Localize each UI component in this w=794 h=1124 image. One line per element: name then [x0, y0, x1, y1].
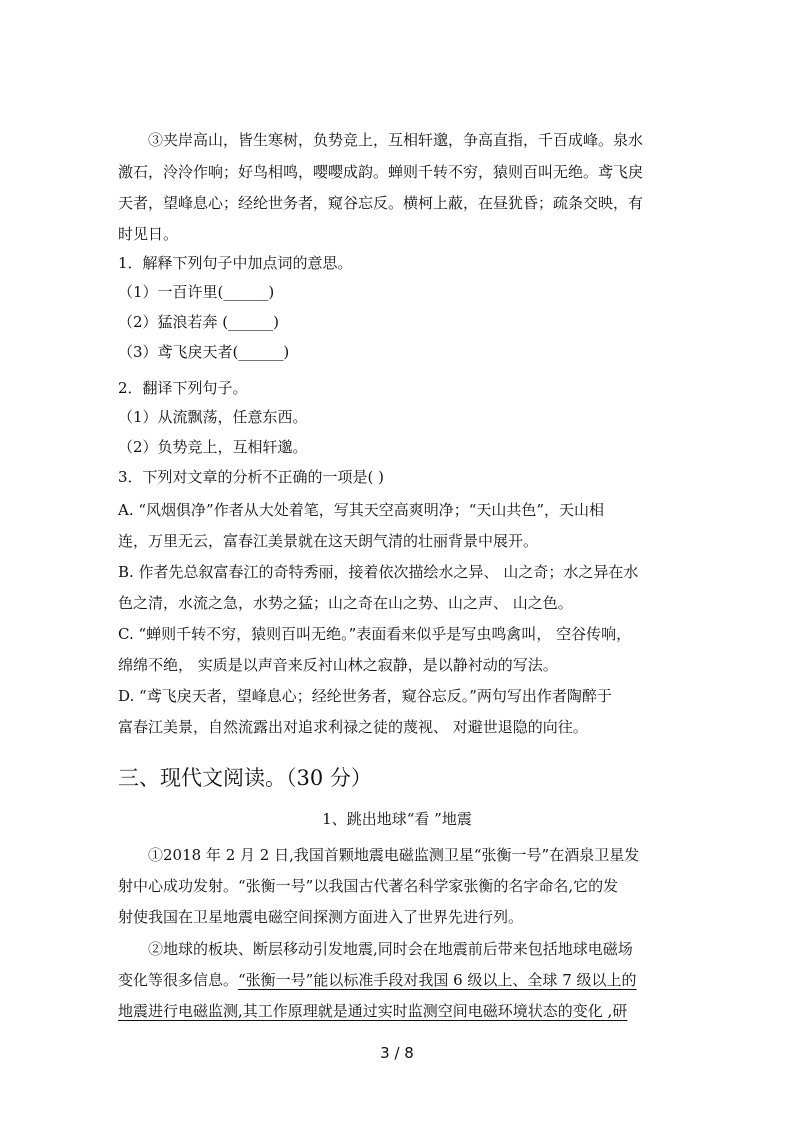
- q1-item-1: （1）一百许里(______): [118, 283, 275, 301]
- q2-item-1: （1）从流飘荡，任意东西。: [118, 408, 308, 426]
- article-para1-line-3: 射使我国在卫星地震电磁空间探测方面进入了世界先进行列。: [118, 908, 524, 926]
- q1-item-2: （2）猛浪若奔 (______): [118, 313, 280, 331]
- para3-line-4: 时见日。: [118, 225, 179, 243]
- article-para2-line-2-plain: 变化等很多信息。: [118, 971, 239, 989]
- q3-option-c-line-2: 绵绵不绝， 实质是以声音来反衬山林之寂静，是以静衬动的写法。: [118, 656, 558, 674]
- para3-line-2: 激石，泠泠作响；好鸟相鸣，嘤嘤成韵。蝉则千转不穷，猿则百叫无绝。鸢飞戾: [118, 163, 644, 181]
- q2-title: 2．翻译下列句子。: [118, 379, 248, 397]
- q3-option-d-line-1: D. “鸢飞戾天者，望峰息心；经纶世务者，窥谷忘反。”两句写出作者陶醉于: [118, 687, 612, 705]
- q2-item-2: （2）负势竞上，互相轩邈。: [118, 438, 308, 456]
- article-para2-line-3-underlined: 地震进行电磁监测,其工作原理就是通过实时监测空间电磁环境状态的变化 ,研: [118, 1002, 628, 1020]
- article-para1-line-1: ①2018 年 2 月 2 日,我国首颗地震电磁监测卫星“张衡一号”在酒泉卫星发: [148, 846, 640, 864]
- article-title: 1、跳出地球“看 ”地震: [322, 810, 472, 828]
- para3-line-3: 天者，望峰息心；经纶世务者，窥谷忘反。横柯上蔽，在昼犹昏；疏条交映，有: [118, 194, 644, 212]
- q3-option-b-line-1: B. 作者先总叙富春江的奇特秀丽，接着依次描绘水之异、 山之奇；水之异在水: [118, 563, 639, 581]
- page-number: 3 / 8: [380, 1044, 414, 1062]
- article-para2-line-2: [118, 970, 678, 990]
- article-para2-line-2-underlined: “张衡一号”能以标准手段对我国 6 级以上、全球 7 级以上的: [238, 971, 637, 989]
- article-para1-line-2: 射中心成功发射。“张衡一号”以我国古代著名科学家张衡的名字命名,它的发: [118, 877, 619, 895]
- q3-title: 3．下列对文章的分析不正确的一项是( ): [118, 468, 385, 486]
- q3-option-c-line-1: C. “蝉则千转不穷，猿则百叫无绝。”表面看来似乎是写虫鸣禽叫， 空谷传响，: [118, 625, 632, 643]
- section-title: 三、现代文阅读。（30 分）: [118, 766, 372, 790]
- q3-option-a-line-1: A. “风烟俱净”作者从大处着笔，写其天空高爽明净；“天山共色”，天山相: [118, 501, 605, 519]
- para3-line-1: ③夹岸高山，皆生寒树，负势竞上，互相轩邈，争高直指，千百成峰。泉水: [148, 131, 644, 149]
- q3-option-b-line-2: 色之清，水流之急，水势之猛；山之奇在山之势、山之声、 山之色。: [118, 594, 573, 612]
- q3-option-a-line-2: 连，万里无云，富春江美景就在这天朗气清的壮丽背景中展开。: [118, 532, 539, 550]
- q1-title: 1．解释下列句子中加点词的意思。: [118, 254, 353, 272]
- article-para2-line-3: [118, 1001, 678, 1021]
- article-para2-line-1: ②地球的板块、断层移动引发地震,同时会在地震前后带来包括地球电磁场: [148, 940, 633, 958]
- q1-item-3: （3）鸢飞戾天者(______): [118, 343, 290, 361]
- q3-option-d-line-2: 富春江美景，自然流露出对追求利禄之徒的蔑视、 对避世退隐的向往。: [118, 718, 588, 736]
